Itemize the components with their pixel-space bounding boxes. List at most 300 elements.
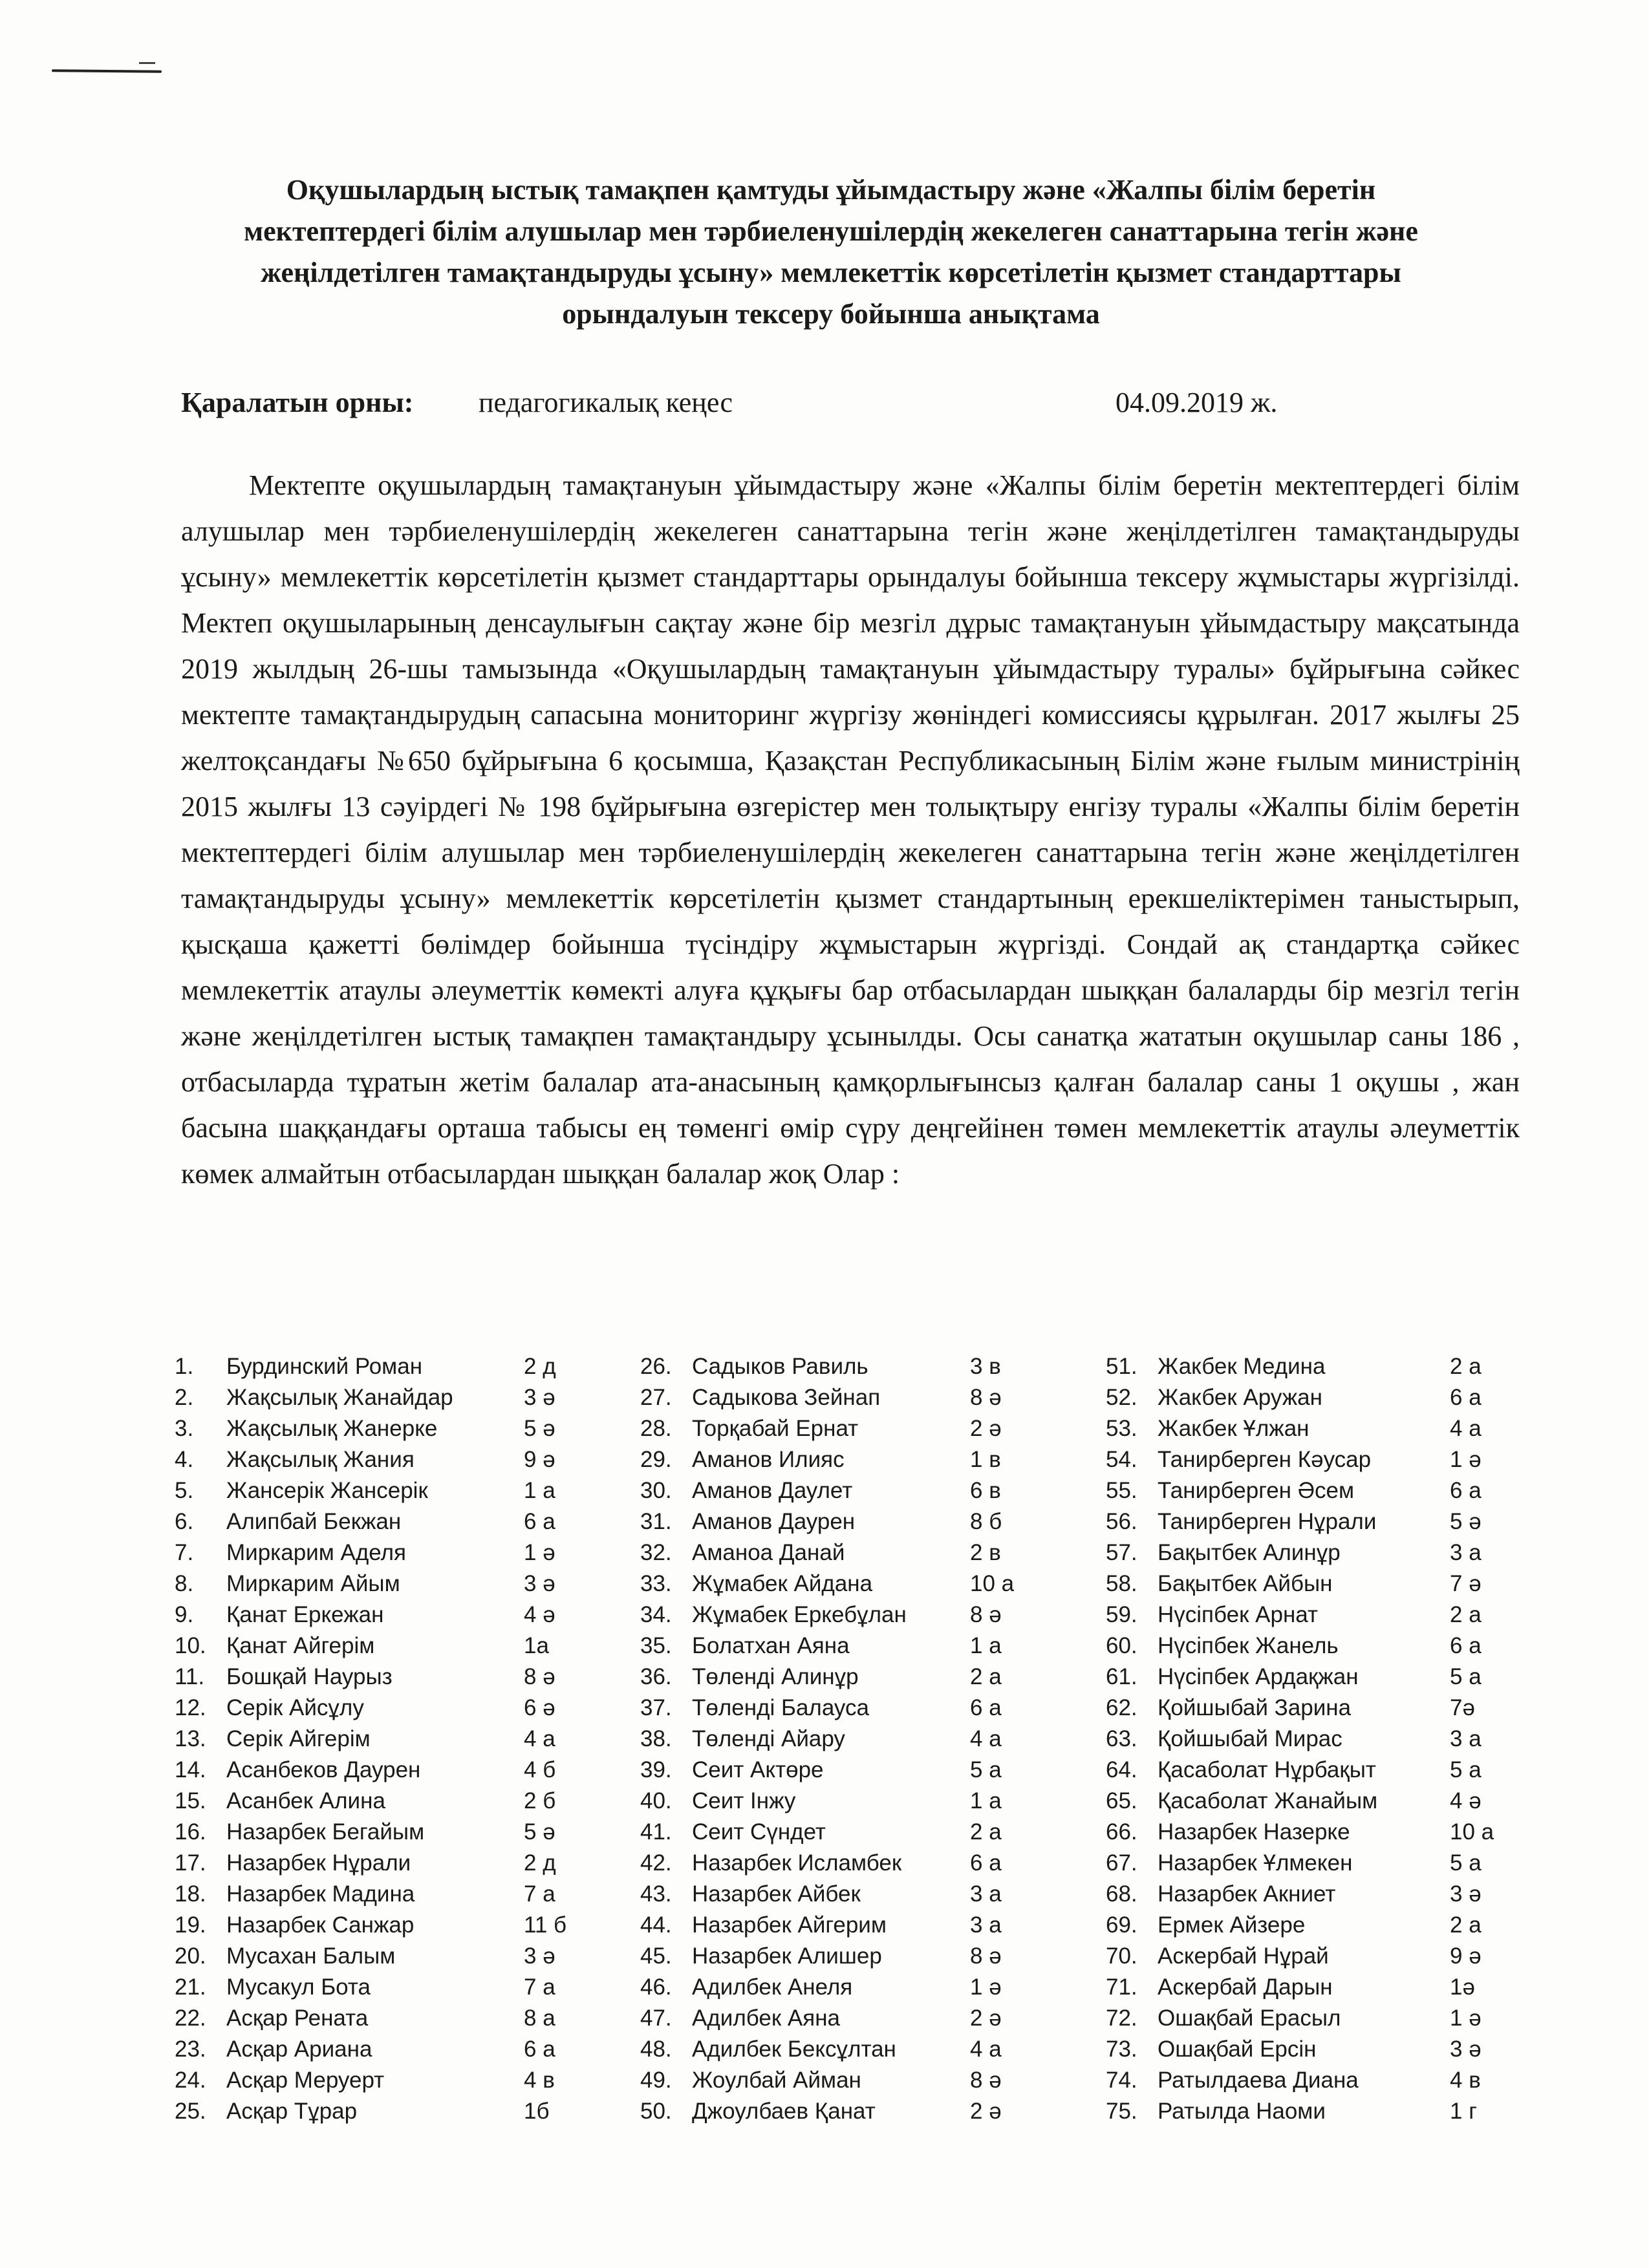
student-list-item xyxy=(175,1755,627,1786)
student-number: 34. xyxy=(640,1602,672,1627)
student-name: Қанат Айгерім xyxy=(226,1633,375,1658)
student-grade: 2 в xyxy=(970,1540,1001,1565)
student-grade: 9 ә xyxy=(1450,1943,1482,1969)
student-list-item xyxy=(640,1972,1106,2003)
student-grade: 10 а xyxy=(1450,1819,1494,1845)
student-number: 27. xyxy=(640,1385,672,1410)
student-grade: 5 а xyxy=(970,1757,1002,1782)
student-name: Адилбек Аяна xyxy=(692,2006,840,2031)
student-list-item xyxy=(1106,2034,1546,2065)
student-number: 17. xyxy=(175,1850,206,1876)
student-list-item xyxy=(175,2003,627,2034)
student-name: Бурдинский Роман xyxy=(226,1354,423,1379)
student-list-item xyxy=(640,1351,1106,1382)
student-number: 65. xyxy=(1106,1788,1137,1813)
student-name: Танирберген Әсем xyxy=(1158,1478,1355,1503)
student-name: Нүсіпбек Ардақжан xyxy=(1158,1664,1359,1689)
student-name: Аскербай Дарын xyxy=(1158,1974,1333,2000)
student-list-item xyxy=(640,1475,1106,1506)
student-number: 48. xyxy=(640,2037,672,2062)
student-grade: 6 а xyxy=(524,1509,555,1534)
student-list-item xyxy=(1106,1506,1546,1537)
student-list-item xyxy=(1106,2065,1546,2096)
student-grade: 2 а xyxy=(970,1819,1002,1845)
student-list-item xyxy=(640,2096,1106,2127)
student-name: Аманоа Данай xyxy=(692,1540,845,1565)
student-grade: 3 ә xyxy=(1450,1881,1482,1907)
student-list-item xyxy=(640,1662,1106,1693)
student-grade: 6 а xyxy=(524,2037,555,2062)
student-number: 64. xyxy=(1106,1757,1137,1782)
body-paragraph: Мектепте оқушылардың тамақтануын ұйымдастыру және «Жалпы білім беретін мектептердегі білім алушылар мен тәрбиеленушілердің жекелеген санаттарына тегін және жеңілдетілген тамақтандыруды ұсыну» мемлекеттік көрсетілетін қызмет стандарттары орындалуы бойынша тексеру жұмыстары жүргізілді. Мектеп оқушыларының денсаулығын сақтау және бір мезгіл дұрыс тамақтануын ұйымдастыру мақсатында 2019 жылдың 26-шы тамызында «Оқушылардың тамақтануын ұйымдастыру туралы» бұйрығына сәйкес мектепте тамақтандырудың сапасына мониторинг жүргізу жөніндегі комиссиясы құрылған. 2017 жылғы 25 желтоқсандағы №650 бұйрығына 6 қосымша, Қазақстан Республикасының Білім және ғылым министрінің 2015 жылғы 13 сәуірдегі № 198 бұйрығына өзгерістер мен толықтыру енгізу туралы «Жалпы білім беретін мектептердегі білім алушылар мен тәрбиеленушілердің жекелеген санаттарына тегін және жеңілдетілген тамақтандыруды ұсыну» мемлекеттік көрсетілетін қызмет стандартының ерекшеліктерімен таныстырып, қысқаша қажетті бөлімдер бойынша түсіндіру жұмыстарын жүргізді. Сондай ақ стандартқа сәйкес мемлекеттік атаулы әлеуметтік көмекті алуға құқығы бар отбасылардан шыққан балаларды бір мезгіл тегін және жеңілдетілген ыстық тамақпен тамақтандыру ұсынылды. Осы санатқа жататын оқушылар саны 186 , отбасыларда тұратын жетім балалар ата-анасының қамқорлығынсыз қалған балалар саны 1 оқушы , жан басына шаққандағы орташа табысы ең төменгі өмір сүру деңгейінен төмен мемлекеттік атаулы әлеуметтік көмек алмайтын отбасылардан шыққан балалар жоқ Олар : xyxy=(181,469,1520,1190)
student-list-item xyxy=(640,1879,1106,1910)
student-list-item xyxy=(1106,1910,1546,1941)
student-name: Жансерік Жансерік xyxy=(226,1478,428,1503)
student-list-column-2 xyxy=(640,1351,1106,2127)
student-number: 55. xyxy=(1106,1478,1137,1503)
student-list-item xyxy=(640,1631,1106,1662)
student-grade: 5 ә xyxy=(524,1416,555,1441)
student-number: 9. xyxy=(175,1602,194,1627)
student-grade: 4 а xyxy=(970,1726,1002,1751)
student-grade: 7 а xyxy=(524,1881,555,1907)
student-name: Жакбек Ұлжан xyxy=(1158,1416,1310,1441)
student-grade: 4 а xyxy=(524,1726,555,1751)
student-grade: 6 а xyxy=(970,1850,1002,1876)
student-number: 12. xyxy=(175,1695,206,1720)
student-grade: 7 ә xyxy=(1450,1571,1482,1596)
student-name: Назарбек Айбек xyxy=(692,1881,861,1907)
place-label: Қаралатын орны: xyxy=(181,387,414,418)
student-number: 1. xyxy=(175,1354,194,1379)
student-grade: 5 а xyxy=(1450,1850,1482,1876)
student-number: 31. xyxy=(640,1509,672,1534)
student-number: 57. xyxy=(1106,1540,1137,1565)
student-number: 40. xyxy=(640,1788,672,1813)
student-number: 67. xyxy=(1106,1850,1137,1876)
student-number: 47. xyxy=(640,2006,672,2031)
student-name: Миркарим Айым xyxy=(226,1571,400,1596)
student-name: Асқар Рената xyxy=(226,2006,369,2031)
student-list-item xyxy=(1106,1351,1546,1382)
student-list-item xyxy=(640,2003,1106,2034)
student-number: 15. xyxy=(175,1788,206,1813)
student-number: 73. xyxy=(1106,2037,1137,2062)
student-list-item xyxy=(640,1724,1106,1755)
student-number: 45. xyxy=(640,1943,672,1969)
document-title: Оқушылардың ыстық тамақпен қамтуды ұйымдастыру және «Жалпы білім беретін мектептердегі білім алушылар мен тәрбиеленушілердің жекелеген санаттарына тегін және жеңілдетілген тамақтандыруды ұсыну» мемлекеттік көрсетілетін қызмет стандарттары орындалуын тексеру бойынша анықтама xyxy=(244,174,1418,330)
student-list-item xyxy=(175,1382,627,1413)
student-name: Қанат Еркежан xyxy=(226,1602,384,1627)
student-name: Қойшыбай Зарина xyxy=(1158,1695,1352,1720)
student-number: 51. xyxy=(1106,1354,1137,1379)
student-number: 43. xyxy=(640,1881,672,1907)
student-name: Сеит Сүндет xyxy=(692,1819,826,1845)
student-grade: 11 б xyxy=(524,1912,567,1938)
student-number: 53. xyxy=(1106,1416,1137,1441)
student-number: 16. xyxy=(175,1819,206,1845)
student-list-item xyxy=(175,1910,627,1941)
student-list-item xyxy=(175,1475,627,1506)
student-grade: 4 в xyxy=(524,2068,555,2093)
student-name: Назарбек Исламбек xyxy=(692,1850,902,1876)
student-list-item xyxy=(1106,1444,1546,1475)
student-name: Аманов Илияс xyxy=(692,1447,845,1472)
student-name: Жұмабек Айдана xyxy=(692,1571,873,1596)
student-name: Серік Айсұлу xyxy=(226,1695,364,1720)
student-name: Жоулбай Айман xyxy=(692,2068,861,2093)
student-lists xyxy=(175,1351,1533,2146)
student-number: 14. xyxy=(175,1757,206,1782)
student-list-item xyxy=(175,1568,627,1599)
student-list-item xyxy=(640,1817,1106,1848)
student-grade: 5 ә xyxy=(524,1819,555,1845)
student-name: Төленді Балауса xyxy=(692,1695,869,1720)
place-value: педагогикалық кеңес xyxy=(479,387,733,418)
student-number: 58. xyxy=(1106,1571,1137,1596)
student-list-item xyxy=(640,1537,1106,1568)
student-list-item xyxy=(1106,1382,1546,1413)
student-number: 72. xyxy=(1106,2006,1137,2031)
student-name: Асанбек Алина xyxy=(226,1788,385,1813)
student-list-item xyxy=(175,2065,627,2096)
student-list-item xyxy=(1106,1631,1546,1662)
student-name: Жакбек Медина xyxy=(1158,1354,1326,1379)
student-number: 24. xyxy=(175,2068,206,2093)
student-list-item xyxy=(175,1537,627,1568)
student-name: Болатхан Аяна xyxy=(692,1633,850,1658)
student-grade: 2 а xyxy=(1450,1912,1482,1938)
student-number: 61. xyxy=(1106,1664,1137,1689)
student-list-item xyxy=(640,1444,1106,1475)
student-name: Асқар Ариана xyxy=(226,2037,372,2062)
student-list-item xyxy=(1106,1662,1546,1693)
student-name: Назарбек Айгерим xyxy=(692,1912,887,1938)
student-list-item xyxy=(1106,1848,1546,1879)
student-grade: 4 ә xyxy=(524,1602,555,1627)
student-grade: 6 в xyxy=(970,1478,1001,1503)
student-grade: 1 ә xyxy=(1450,1447,1482,1472)
student-name: Мусахан Балым xyxy=(226,1943,396,1969)
student-grade: 3 а xyxy=(1450,1726,1482,1751)
student-name: Ратылдаева Диана xyxy=(1158,2068,1359,2093)
student-name: Садыков Равиль xyxy=(692,1354,868,1379)
student-grade: 7 а xyxy=(524,1974,555,2000)
student-name: Мусакул Бота xyxy=(226,1974,371,2000)
student-name: Алипбай Бекжан xyxy=(226,1509,402,1534)
student-grade: 3 ә xyxy=(1450,2037,1482,2062)
student-grade: 4 а xyxy=(1450,1416,1482,1441)
student-list-item xyxy=(1106,1817,1546,1848)
student-number: 70. xyxy=(1106,1943,1137,1969)
student-grade: 10 а xyxy=(970,1571,1015,1596)
student-number: 37. xyxy=(640,1695,672,1720)
student-grade: 3 а xyxy=(970,1912,1002,1938)
student-name: Төленді Алинұр xyxy=(692,1664,859,1689)
student-number: 23. xyxy=(175,2037,206,2062)
student-grade: 6 а xyxy=(1450,1385,1482,1410)
student-list-item xyxy=(175,1879,627,1910)
student-list-item xyxy=(175,1693,627,1724)
student-list-item xyxy=(640,1941,1106,1972)
student-grade: 1 а xyxy=(524,1478,555,1503)
student-name: Ермек Айзере xyxy=(1158,1912,1306,1938)
document-date: 04.09.2019 ж. xyxy=(1116,387,1278,418)
student-list-item xyxy=(640,2034,1106,2065)
student-grade: 1 в xyxy=(970,1447,1001,1472)
student-name: Танирберген Нұрали xyxy=(1158,1509,1377,1534)
student-number: 41. xyxy=(640,1819,672,1845)
student-number: 69. xyxy=(1106,1912,1137,1938)
student-name: Назарбек Бегайым xyxy=(226,1819,425,1845)
student-grade: 1 а xyxy=(970,1633,1002,1658)
student-list-column-3 xyxy=(1106,1351,1546,2127)
student-grade: 8 б xyxy=(970,1509,1002,1534)
student-list-item xyxy=(175,1817,627,1848)
student-list-item xyxy=(175,1506,627,1537)
student-list-item xyxy=(175,1413,627,1444)
student-number: 19. xyxy=(175,1912,206,1938)
student-name: Назарбек Санжар xyxy=(226,1912,415,1938)
student-list-item xyxy=(175,1351,627,1382)
student-number: 13. xyxy=(175,1726,206,1751)
student-number: 28. xyxy=(640,1416,672,1441)
student-name: Асанбеков Даурен xyxy=(226,1757,421,1782)
student-number: 32. xyxy=(640,1540,672,1565)
student-number: 33. xyxy=(640,1571,672,1596)
student-grade: 4 б xyxy=(524,1757,556,1782)
student-list-item xyxy=(640,1786,1106,1817)
student-number: 8. xyxy=(175,1571,194,1596)
student-grade: 8 а xyxy=(524,2006,555,2031)
student-name: Танирберген Кәусар xyxy=(1158,1447,1372,1472)
student-name: Жұмабек Еркебұлан xyxy=(692,1602,907,1627)
student-list-item xyxy=(1106,1475,1546,1506)
pen-mark-small xyxy=(139,62,155,64)
student-number: 50. xyxy=(640,2099,672,2124)
student-grade: 7ә xyxy=(1450,1695,1475,1720)
student-number: 46. xyxy=(640,1974,672,2000)
student-grade: 1 ә xyxy=(970,1974,1002,2000)
student-number: 22. xyxy=(175,2006,206,2031)
student-name: Жакбек Аружан xyxy=(1158,1385,1322,1410)
student-grade: 4 а xyxy=(970,2037,1002,2062)
student-number: 6. xyxy=(175,1509,194,1534)
student-number: 29. xyxy=(640,1447,672,1472)
student-name: Ошақбай Ерсін xyxy=(1158,2037,1317,2062)
student-list-column-1 xyxy=(175,1351,627,2127)
student-grade: 3 а xyxy=(970,1881,1002,1907)
student-grade: 3 ә xyxy=(524,1571,555,1596)
student-name: Қасаболат Нұрбақыт xyxy=(1158,1757,1376,1782)
student-number: 35. xyxy=(640,1633,672,1658)
student-name: Назарбек Мадина xyxy=(226,1881,415,1907)
student-number: 44. xyxy=(640,1912,672,1938)
student-grade: 2 ә xyxy=(970,2099,1002,2124)
student-list-item xyxy=(175,1631,627,1662)
student-grade: 9 ә xyxy=(524,1447,555,1472)
student-list-item xyxy=(640,1568,1106,1599)
student-number: 26. xyxy=(640,1354,672,1379)
student-number: 2. xyxy=(175,1385,194,1410)
student-name: Төленді Айару xyxy=(692,1726,845,1751)
student-number: 66. xyxy=(1106,1819,1137,1845)
student-list-item xyxy=(1106,2096,1546,2127)
student-grade: 2 ә xyxy=(970,1416,1002,1441)
student-grade: 8 ә xyxy=(970,1943,1002,1969)
student-list-item xyxy=(640,1382,1106,1413)
student-name: Аманов Даурен xyxy=(692,1509,856,1534)
student-name: Назарбек Назерке xyxy=(1158,1819,1350,1845)
student-name: Адилбек Анеля xyxy=(692,1974,853,2000)
student-list-item xyxy=(640,1506,1106,1537)
student-grade: 6 ә xyxy=(524,1695,555,1720)
student-list-item xyxy=(1106,1972,1546,2003)
student-list-item xyxy=(175,1972,627,2003)
student-list-item xyxy=(1106,1755,1546,1786)
student-grade: 2 б xyxy=(524,1788,556,1813)
student-grade: 8 ә xyxy=(970,2068,1002,2093)
student-number: 71. xyxy=(1106,1974,1137,2000)
student-number: 39. xyxy=(640,1757,672,1782)
student-name: Нүсіпбек Жанель xyxy=(1158,1633,1339,1658)
student-grade: 8 ә xyxy=(970,1385,1002,1410)
student-name: Қойшыбай Мирас xyxy=(1158,1726,1342,1751)
student-list-item xyxy=(1106,1568,1546,1599)
student-grade: 3 ә xyxy=(524,1943,555,1969)
student-name: Назарбек Нұрали xyxy=(226,1850,411,1876)
student-name: Асқар Тұрар xyxy=(226,2099,358,2124)
student-grade: 5 а xyxy=(1450,1664,1482,1689)
student-name: Нүсіпбек Арнат xyxy=(1158,1602,1319,1627)
student-number: 59. xyxy=(1106,1602,1137,1627)
student-list-item xyxy=(640,1599,1106,1631)
student-grade: 3 ә xyxy=(524,1385,555,1410)
student-list-item xyxy=(175,1724,627,1755)
student-name: Торқабай Ернат xyxy=(692,1416,859,1441)
student-name: Ратылда Наоми xyxy=(1158,2099,1326,2124)
student-name: Асқар Меруерт xyxy=(226,2068,385,2093)
student-grade: 2 д xyxy=(524,1850,556,1876)
student-number: 7. xyxy=(175,1540,194,1565)
student-grade: 3 а xyxy=(1450,1540,1482,1565)
student-number: 36. xyxy=(640,1664,672,1689)
student-list-item xyxy=(175,2096,627,2127)
student-grade: 2 а xyxy=(1450,1602,1482,1627)
student-grade: 3 в xyxy=(970,1354,1001,1379)
student-grade: 5 а xyxy=(1450,1757,1482,1782)
student-list-item xyxy=(1106,1693,1546,1724)
student-list-item xyxy=(1106,1786,1546,1817)
student-name: Джоулбаев Қанат xyxy=(692,2099,876,2124)
student-name: Ошақбай Ерасыл xyxy=(1158,2006,1341,2031)
student-number: 42. xyxy=(640,1850,672,1876)
student-name: Жақсылық Жанайдар xyxy=(226,1385,453,1410)
student-grade: 1 а xyxy=(970,1788,1002,1813)
student-list-item xyxy=(175,1444,627,1475)
student-list-item xyxy=(640,1413,1106,1444)
student-grade: 4 ә xyxy=(1450,1788,1482,1813)
student-name: Қасаболат Жанайым xyxy=(1158,1788,1378,1813)
student-name: Серік Айгерім xyxy=(226,1726,371,1751)
student-name: Жақсылық Жанерке xyxy=(226,1416,438,1441)
student-number: 3. xyxy=(175,1416,194,1441)
student-grade: 5 ә xyxy=(1450,1509,1482,1534)
student-name: Сеит Актөре xyxy=(692,1757,824,1782)
student-number: 11. xyxy=(175,1664,205,1689)
pen-mark xyxy=(52,69,162,72)
student-list-item xyxy=(175,1941,627,1972)
student-grade: 8 ә xyxy=(524,1664,555,1689)
student-number: 52. xyxy=(1106,1385,1137,1410)
student-name: Бақытбек Алинұр xyxy=(1158,1540,1341,1565)
student-number: 56. xyxy=(1106,1509,1137,1534)
student-list-item xyxy=(1106,1941,1546,1972)
student-name: Бақытбек Айбын xyxy=(1158,1571,1333,1596)
student-grade: 6 а xyxy=(970,1695,1002,1720)
student-list-item xyxy=(640,2065,1106,2096)
student-list-item xyxy=(175,1786,627,1817)
student-number: 68. xyxy=(1106,1881,1137,1907)
student-number: 18. xyxy=(175,1881,206,1907)
student-list-item xyxy=(640,1693,1106,1724)
student-number: 20. xyxy=(175,1943,206,1969)
student-list-item xyxy=(175,2034,627,2065)
student-name: Садыкова Зейнап xyxy=(692,1385,881,1410)
student-name: Назарбек Акниет xyxy=(1158,1881,1336,1907)
student-list-item xyxy=(175,1599,627,1631)
student-grade: 1б xyxy=(524,2099,550,2124)
student-number: 62. xyxy=(1106,1695,1137,1720)
student-number: 75. xyxy=(1106,2099,1137,2124)
student-grade: 1 г xyxy=(1450,2099,1477,2124)
student-grade: 1 ә xyxy=(524,1540,555,1565)
student-grade: 6 а xyxy=(1450,1478,1482,1503)
student-list-item xyxy=(640,1755,1106,1786)
student-name: Аманов Даулет xyxy=(692,1478,853,1503)
student-list-item xyxy=(1106,1537,1546,1568)
student-grade: 1 ә xyxy=(1450,2006,1482,2031)
student-name: Аскербай Нұрай xyxy=(1158,1943,1329,1969)
student-number: 49. xyxy=(640,2068,672,2093)
student-name: Назарбек Ұлмекен xyxy=(1158,1850,1353,1876)
student-grade: 1ә xyxy=(1450,1974,1475,2000)
student-number: 63. xyxy=(1106,1726,1137,1751)
student-grade: 2 а xyxy=(1450,1354,1482,1379)
student-name: Назарбек Алишер xyxy=(692,1943,882,1969)
student-number: 30. xyxy=(640,1478,672,1503)
student-list-item xyxy=(1106,1724,1546,1755)
student-grade: 2 а xyxy=(970,1664,1002,1689)
student-number: 60. xyxy=(1106,1633,1137,1658)
student-number: 25. xyxy=(175,2099,206,2124)
student-number: 54. xyxy=(1106,1447,1137,1472)
student-number: 4. xyxy=(175,1447,194,1472)
student-name: Миркарим Аделя xyxy=(226,1540,406,1565)
student-list-item xyxy=(1106,1413,1546,1444)
student-list-item xyxy=(1106,1599,1546,1631)
student-number: 10. xyxy=(175,1633,206,1658)
student-name: Жақсылық Жания xyxy=(226,1447,415,1472)
student-list-item xyxy=(1106,2003,1546,2034)
student-grade: 4 в xyxy=(1450,2068,1481,2093)
student-name: Адилбек Бексұлтан xyxy=(692,2037,896,2062)
student-list-item xyxy=(640,1848,1106,1879)
student-grade: 2 д xyxy=(524,1354,556,1379)
student-number: 38. xyxy=(640,1726,672,1751)
student-number: 74. xyxy=(1106,2068,1137,2093)
student-name: Бошқай Наурыз xyxy=(226,1664,393,1689)
